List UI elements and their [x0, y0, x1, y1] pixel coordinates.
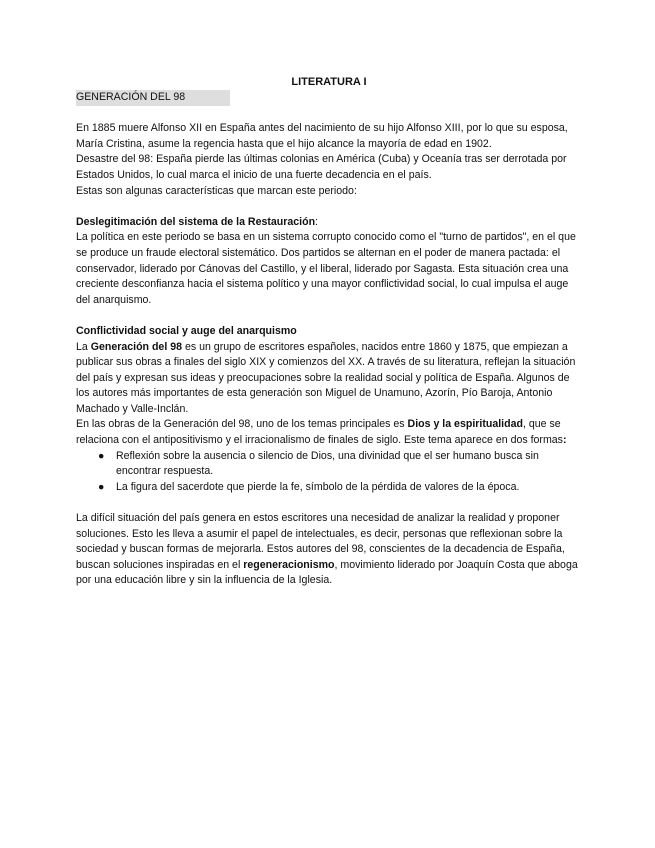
list-item-text: La figura del sacerdote que pierde la fe, símbolo de la pérdida de valores de la época. — [116, 480, 520, 493]
page-title: LITERATURA I — [291, 76, 367, 88]
bold-term-regeneracionismo: regeneracionismo — [243, 558, 335, 571]
text-run: es un grupo de escritores españoles, nacidos entre 1860 y 1875, que empiezan a publicar sus obras a finales del siglo XIX y comienzos del XX. A través de su literatura, reflejan la situación del país y expresan sus ideas y preocupaciones sobre la realidad social y política de España. Algunos de los autores más importantes de esta generación son Miguel de Unamuno, Azorín, Pío Baroja, Antonio Machado y Valle-Inclán. — [76, 340, 576, 415]
spacer — [76, 106, 582, 122]
bold-colon: : — [562, 434, 567, 447]
text-run: La difícil situación del país genera en estos escritores una necesidad de analizar la realidad y proponer soluciones. Esto les lleva a asumir el papel de intelectuales, es decir, personas que reflexionan sobre la sociedad y buscan formas de mejorarla. Estos autores del 98, conscientes de la decadencia de España, buscan soluciones inspiradas en el — [76, 512, 565, 571]
section-1-heading-text: Deslegitimación del sistema de la Restauración — [76, 215, 316, 228]
section-1-heading — [76, 215, 582, 231]
intro-paragraph-2: Desastre del 98: España pierde las últimas colonias en América (Cuba) y Oceanía tras ser derrotada por Estados Unidos, lo cual marca el inicio de una fuerte decadencia en el país. — [76, 153, 567, 181]
text-run: La — [76, 340, 91, 353]
bullet-list — [76, 449, 582, 496]
document-page — [76, 74, 582, 589]
section-tag: GENERACIÓN DEL 98 — [76, 90, 230, 106]
bold-term-dios: Dios y la espiritualidad — [407, 418, 523, 431]
list-item — [76, 480, 582, 496]
spacer — [76, 199, 582, 215]
text-run: En las obras de la Generación del 98, uno de los temas principales es — [76, 418, 408, 431]
section-2-paragraph-2 — [76, 417, 582, 448]
spacer — [76, 495, 582, 511]
list-item — [76, 449, 582, 480]
bold-term-generacion: Generación del 98 — [90, 340, 182, 353]
section-1-body: La política en este periodo se basa en un sistema corrupto conocido como el "turno de partidos", en el que se produce un fraude electoral sistemático. Dos partidos se alternan en el poder de manera pactada: el conservador, liderado por Cánovas del Castillo, y el liberal, liderado por Sagasta. Esta situación crea una creciente desconfianza hacia el sistema político y una mayor conflictividad social, lo cual impulsa el auge del anarquismo. — [76, 231, 576, 306]
spacer — [76, 308, 582, 324]
list-item-text: Reflexión sobre la ausencia o silencio de Dios, una divinidad que el ser humano busca sin encontrar respuesta. — [116, 449, 539, 478]
bullet-icon: ● — [98, 449, 105, 462]
intro-paragraph-1: En 1885 muere Alfonso XII en España antes del nacimiento de su hijo Alfonso XIII, por lo que su esposa, María Cristina, asume la regencia hasta que el hijo alcance la mayoría de edad en 1902. — [76, 122, 568, 150]
section-2-heading: Conflictividad social y auge del anarquismo — [76, 324, 297, 337]
closing-paragraph — [76, 511, 582, 589]
text-run: , movimiento liderado por Joaquín Costa que aboga por una educación libre y sin la influencia de la Iglesia. — [76, 558, 578, 587]
bullet-icon: ● — [98, 480, 105, 493]
text-run: , que se relaciona con el antipositivismo y el irracionalismo de finales de siglo. Este tema aparece en dos formas — [76, 418, 563, 447]
section-1-heading-colon: : — [315, 215, 318, 228]
section-2-paragraph-1 — [76, 340, 582, 418]
intro-paragraph-3: Estas son algunas características que marcan este periodo: — [76, 184, 357, 197]
